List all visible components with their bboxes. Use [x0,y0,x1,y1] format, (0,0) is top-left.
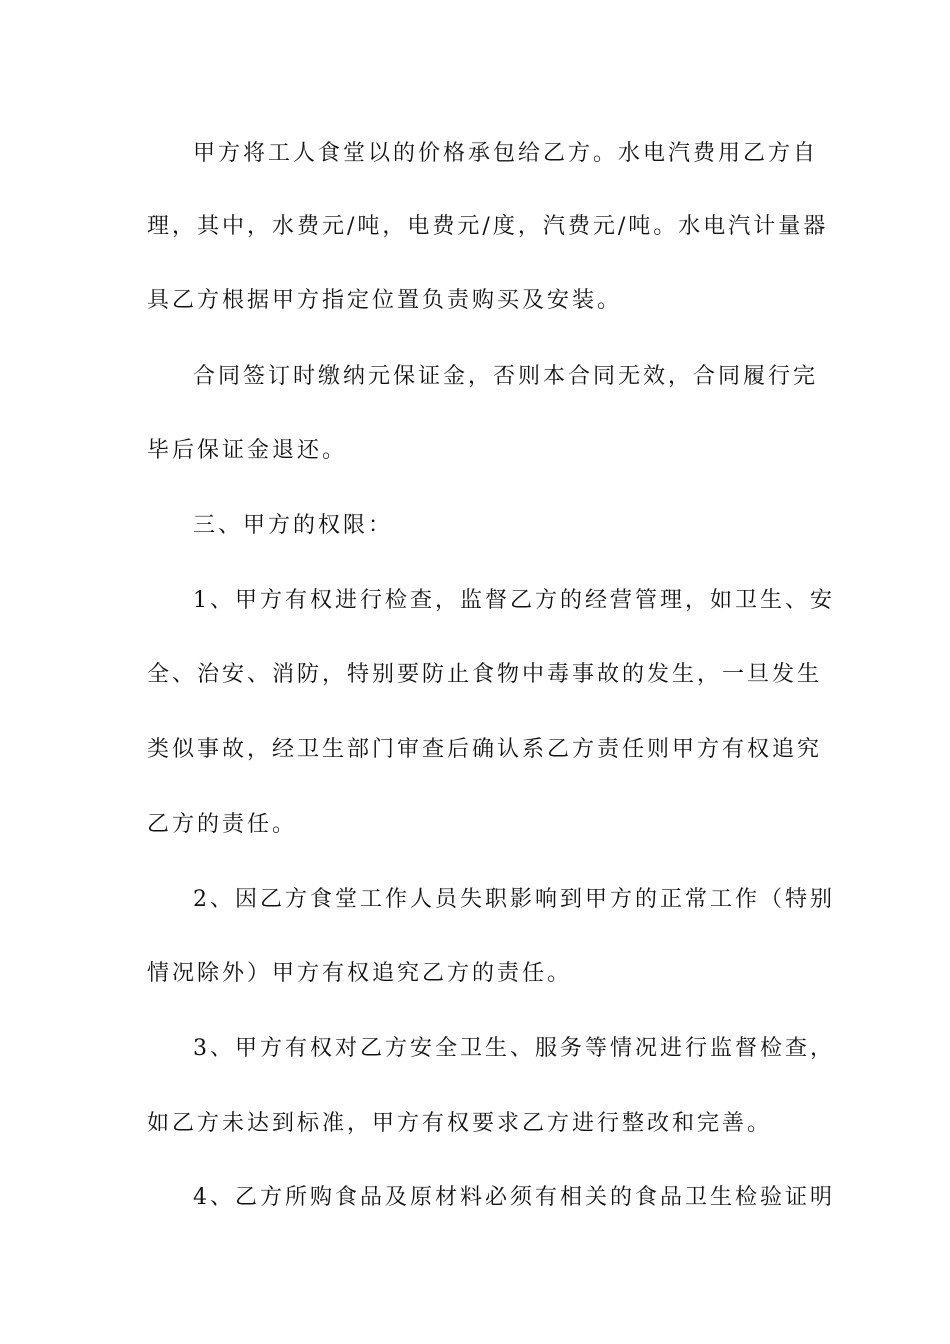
paragraph-line: 乙方的责任。 [147,812,298,837]
paragraph-line: 如乙方未达到标准，甲方有权要求乙方进行整改和完善。 [147,1111,773,1136]
paragraph-line: 1、甲方有权进行检查，监督乙方的经营管理，如卫生、安 [193,588,835,613]
paragraph-line: 具乙方根据甲方指定位置负责购买及安装。 [147,288,623,313]
paragraph-line: 情况除外）甲方有权追究乙方的责任。 [147,961,573,986]
paragraph-line: 2、因乙方食堂工作人员失职影响到甲方的正常工作（特别 [193,887,835,912]
paragraph-line: 类似事故，经卫生部门审查后确认系乙方责任则甲方有权追究 [147,737,823,762]
section-heading: 三、甲方的权限： [193,513,394,538]
paragraph-line: 全、治安、消防，特别要防止食物中毒事故的发生，一旦发生 [147,662,823,687]
paragraph-line: 合同签订时缴纳元保证金，否则本合同无效，合同履行完 [193,364,819,389]
paragraph-line: 理，其中，水费元/吨，电费元/度，汽费元/吨。水电汽计量器 [147,214,829,239]
paragraph-line: 4、乙方所购食品及原材料必须有相关的食品卫生检验证明 [193,1185,835,1210]
paragraph-line: 甲方将工人食堂以的价格承包给乙方。水电汽费用乙方自 [193,141,819,166]
paragraph-line: 毕后保证金退还。 [147,438,348,463]
paragraph-line: 3、甲方有权对乙方安全卫生、服务等情况进行监督检查， [193,1036,835,1061]
